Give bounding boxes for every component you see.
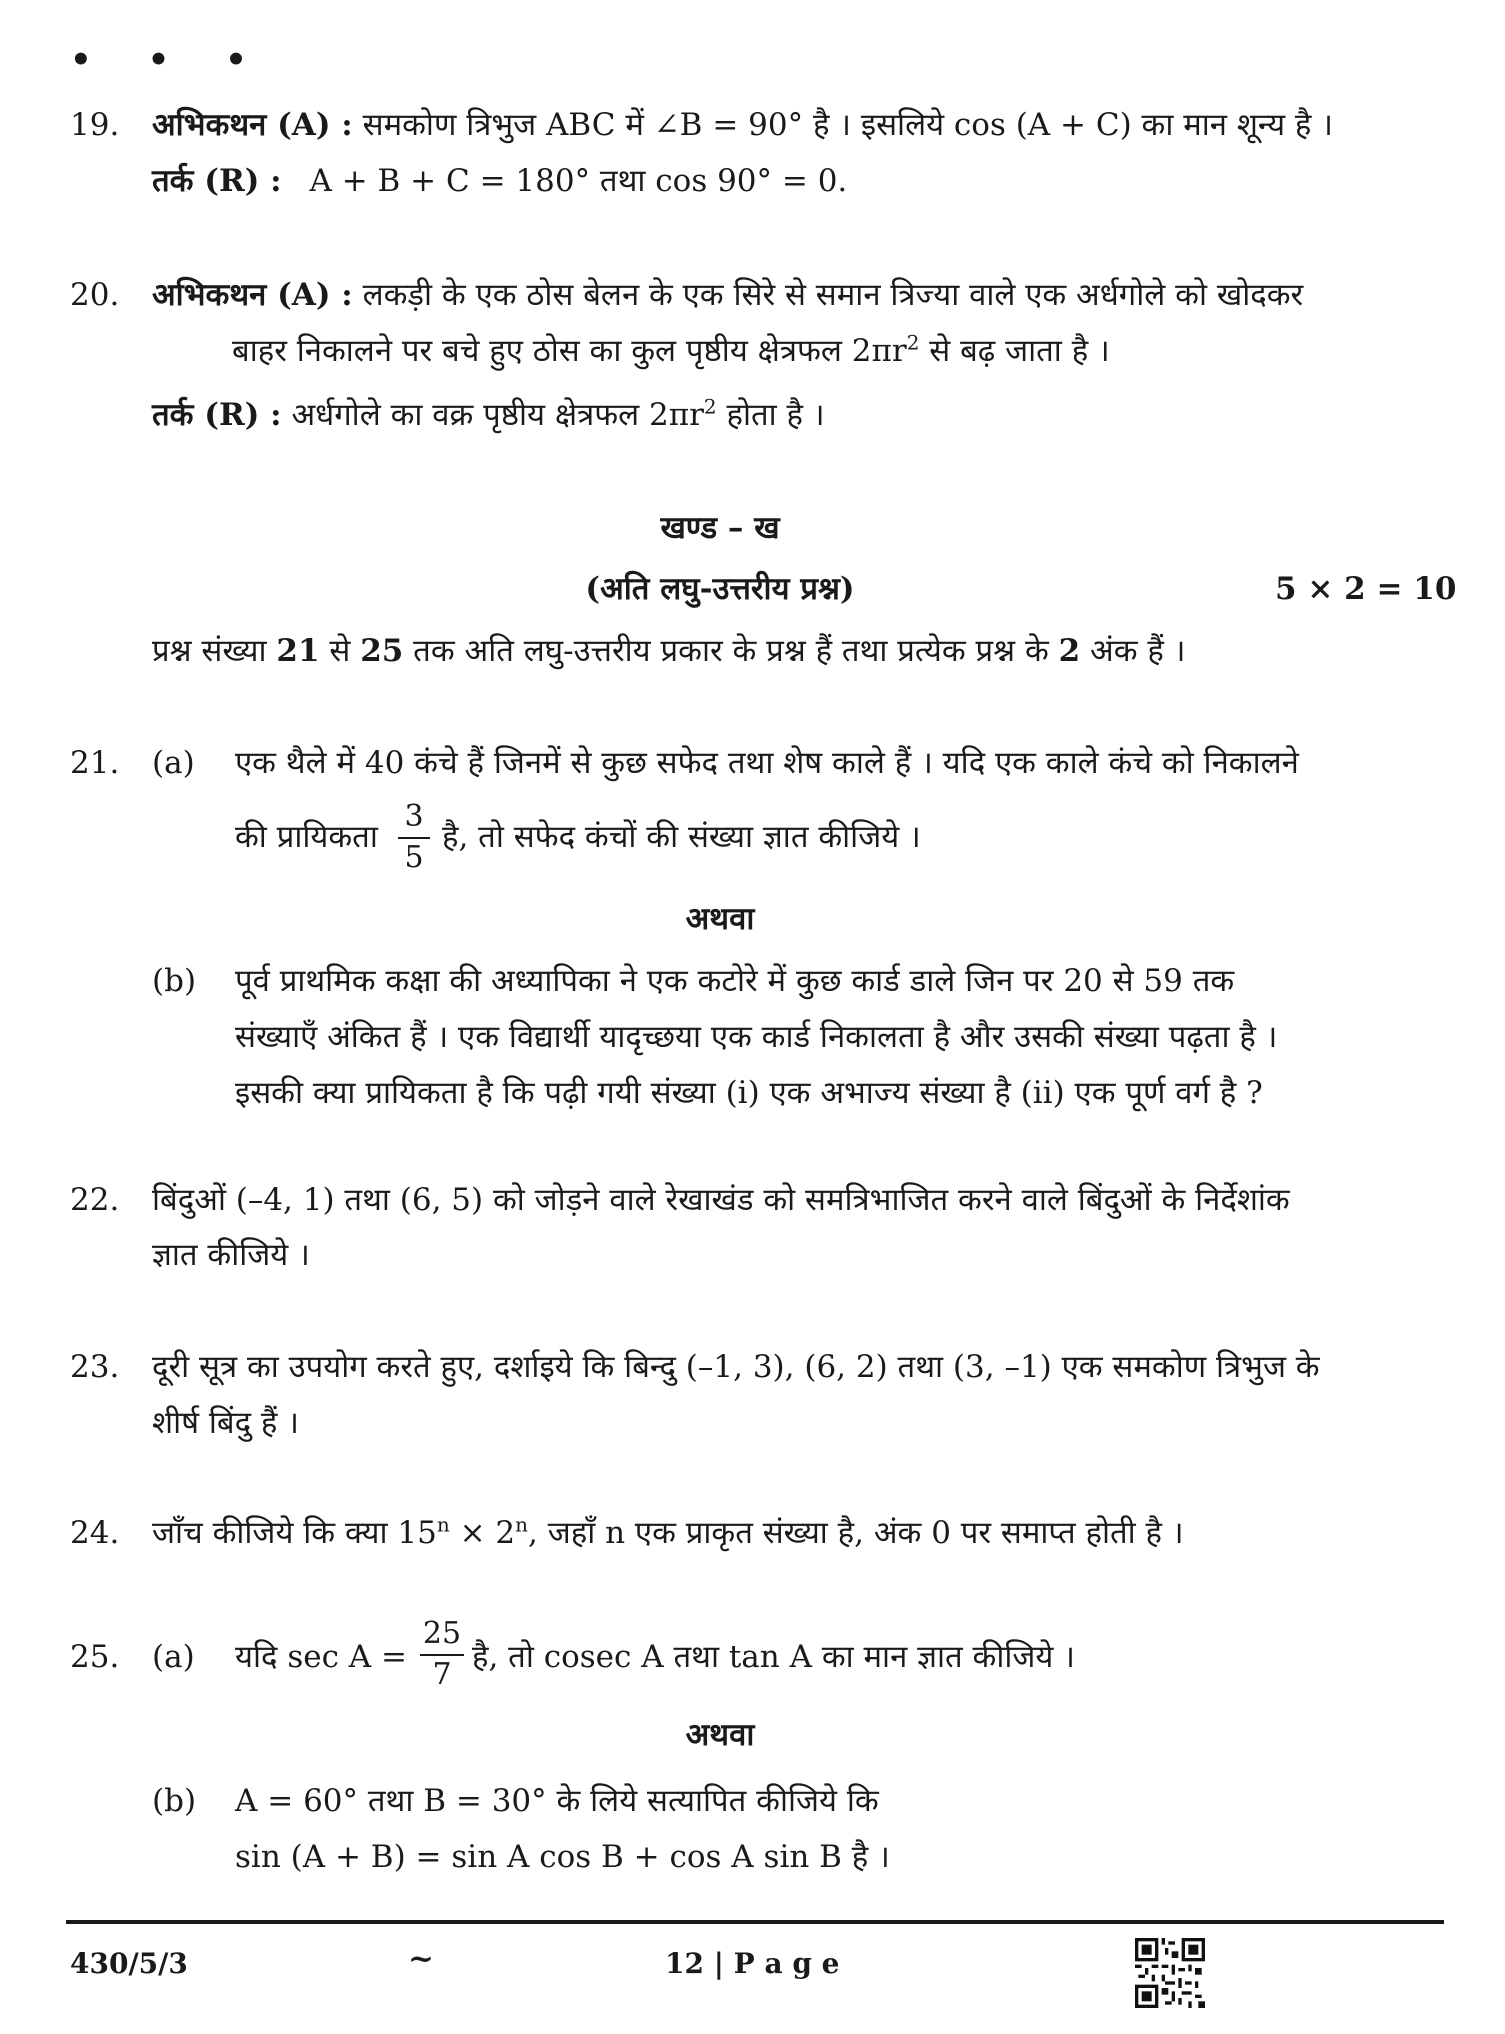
section-subtitle: (अति लघु-उत्तरीय प्रश्न) xyxy=(585,571,855,607)
q25-a-pre: यदि sec A = xyxy=(235,1639,408,1675)
footer-code: 430/5/3 xyxy=(70,1947,188,1980)
q20-reason-label: तर्क (R) : xyxy=(152,397,282,433)
q20-assertion-line2a: बाहर निकालने पर बचे हुए ठोस का कुल पृष्ठीय क्षेत्रफल 2πr xyxy=(232,333,907,369)
q20-sup: 2 xyxy=(906,330,920,355)
q20-reason-text-a: अर्धगोले का वक्र पृष्ठीय क्षेत्रफल 2πr xyxy=(291,397,704,433)
instr-b: 21 xyxy=(276,633,320,669)
q20-assertion-line2b: से बढ़ जाता है । xyxy=(919,333,1110,369)
qr-code-icon xyxy=(1135,1938,1205,2008)
instr-e: तक अति लघु-उत्तरीय प्रकार के प्रश्न हैं तथा प्रत्येक प्रश्न के xyxy=(403,633,1059,669)
q21-a-line2-post: है, तो सफेद कंचों की संख्या ज्ञात कीजिये । xyxy=(442,819,921,855)
footer-rule xyxy=(66,1920,1444,1924)
q25-frac-bar xyxy=(420,1654,464,1656)
instr-a: प्रश्न संख्या xyxy=(152,633,277,669)
q21-a-label: (a) xyxy=(152,745,195,781)
q24-text-a: जाँच कीजिये कि क्या 15 xyxy=(152,1515,437,1551)
top-dots: • • • xyxy=(70,40,269,80)
q19-reason xyxy=(152,163,848,199)
q25-a-label: (a) xyxy=(152,1639,195,1675)
q24-text-c: , जहाँ n एक प्राकृत संख्या है, अंक 0 पर समाप्त होती है । xyxy=(528,1515,1184,1551)
q25-b-line2: sin (A + B) = sin A cos B + cos A sin B है । xyxy=(235,1839,890,1875)
q25-number: 25. xyxy=(70,1639,120,1675)
q25-b-label: (b) xyxy=(152,1783,197,1819)
q21-or: अथवा xyxy=(685,901,755,937)
q19-reason-text: A + B + C = 180° तथा cos 90° = 0. xyxy=(309,163,848,199)
q24-text xyxy=(152,1512,1184,1551)
q22-line1: बिंदुओं (–4, 1) तथा (6, 5) को जोड़ने वाले रेखाखंड को समत्रिभाजित करने वाले बिंदुओं के निर्देशांक xyxy=(152,1182,1290,1218)
q20-reason xyxy=(152,394,825,433)
q20-assertion-label: अभिकथन (A) : xyxy=(152,277,353,313)
q21-fraction xyxy=(398,800,430,875)
q22-number: 22. xyxy=(70,1182,120,1218)
q21-b-line3: इसकी क्या प्रायिकता है कि पढ़ी गयी संख्या (i) एक अभाज्य संख्या है (ii) एक पूर्ण वर्ग है ? xyxy=(235,1075,1263,1111)
q19-assertion xyxy=(152,107,1333,143)
q19-reason-label: तर्क (R) : xyxy=(152,163,282,199)
q21-b-label: (b) xyxy=(152,963,197,999)
q20-reason-sup: 2 xyxy=(703,394,717,419)
q20-assertion-line2 xyxy=(232,330,1110,369)
q24-number: 24. xyxy=(70,1515,120,1551)
instr-g: अंक हैं । xyxy=(1080,633,1186,669)
q25-frac-den: 7 xyxy=(432,1656,452,1692)
q21-frac-den: 5 xyxy=(404,839,424,875)
q23-line1: दूरी सूत्र का उपयोग करते हुए, दर्शाइये कि बिन्दु (–1, 3), (6, 2) तथा (3, –1) एक समकोण त्रिभुज के xyxy=(152,1349,1320,1385)
q20-assertion xyxy=(152,277,1304,313)
footer-page xyxy=(665,1947,840,1980)
q23-line2: शीर्ष बिंदु हैं । xyxy=(152,1405,299,1441)
q21-b-line1: पूर्व प्राथमिक कक्षा की अध्यापिका ने एक कटोरे में कुछ कार्ड डाले जिन पर 20 से 59 तक xyxy=(235,963,1235,999)
q20-reason-text-b: होता है । xyxy=(716,397,825,433)
q21-frac-num: 3 xyxy=(404,799,424,834)
q23-number: 23. xyxy=(70,1349,120,1385)
q21-b-line2: संख्याएँ अंकित हैं । एक विद्यार्थी यादृच्छया एक कार्ड निकालता है और उसकी संख्या पढ़ता है । xyxy=(235,1019,1278,1055)
q24-text-b: × 2 xyxy=(449,1515,516,1551)
q19-number: 19. xyxy=(70,107,120,143)
q19-assertion-text: समकोण त्रिभुज ABC में ∠B = 90° है । इसलिये cos (A + C) का मान शून्य है । xyxy=(362,107,1333,143)
section-marks: 5 × 2 = 10 xyxy=(1275,571,1457,607)
instr-f: 2 xyxy=(1058,633,1081,669)
q24-sup2: n xyxy=(515,1512,529,1537)
q25-or: अथवा xyxy=(685,1717,755,1753)
q21-number: 21. xyxy=(70,745,120,781)
q20-number: 20. xyxy=(70,277,120,313)
q25-fraction xyxy=(420,1617,464,1692)
q25-a-post: है, तो cosec A तथा tan A का मान ज्ञात कीजिये । xyxy=(472,1639,1076,1675)
instr-c: से xyxy=(319,633,361,669)
q20-assertion-line1: लकड़ी के एक ठोस बेलन के एक सिरे से समान त्रिज्या वाले एक अर्धगोले को खोदकर xyxy=(362,277,1304,313)
q19-assertion-label: अभिकथन (A) : xyxy=(152,107,353,143)
section-title: खण्ड – ख xyxy=(660,510,780,546)
section-instruction xyxy=(152,633,1186,669)
footer-page-number: 12 | xyxy=(665,1947,734,1980)
instr-d: 25 xyxy=(360,633,404,669)
q25-b-line1: A = 60° तथा B = 30° के लिये सत्यापित कीजिये कि xyxy=(235,1783,879,1819)
q21-a-line2-pre: की प्रायिकता xyxy=(235,819,378,855)
q24-sup1: n xyxy=(436,1512,450,1537)
q25-frac-num: 25 xyxy=(422,1616,462,1651)
q21-a-line1: एक थैले में 40 कंचे हैं जिनमें से कुछ सफेद तथा शेष काले हैं । यदि एक काले कंचे को निकालने xyxy=(235,745,1299,781)
footer-tilde: ~ xyxy=(408,1941,434,1977)
footer-page-word: P a g e xyxy=(733,1947,840,1980)
q21-frac-bar xyxy=(398,837,430,839)
q22-line2: ज्ञात कीजिये । xyxy=(152,1237,310,1273)
